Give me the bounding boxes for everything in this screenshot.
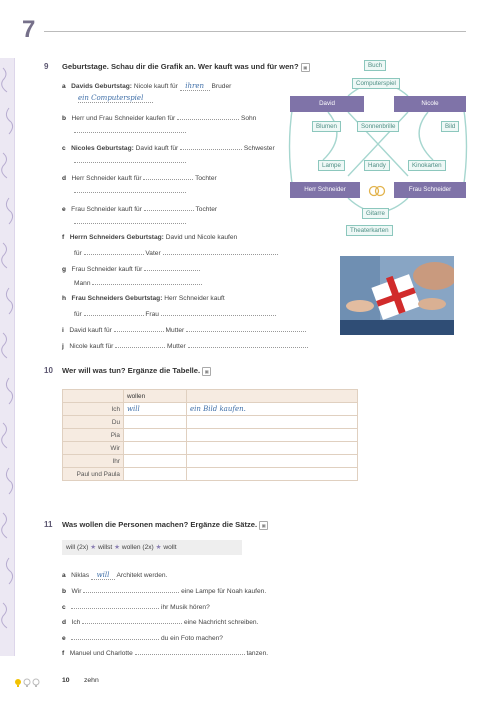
conjugation-table bbox=[62, 389, 358, 481]
table-input[interactable]: will bbox=[124, 403, 187, 416]
row-label: Wir bbox=[63, 442, 124, 455]
star-icon: ★ bbox=[90, 544, 97, 551]
table-input[interactable] bbox=[124, 455, 187, 468]
table-row bbox=[63, 416, 358, 429]
table-cell bbox=[63, 390, 124, 403]
item-i: i David kauft für Mutter bbox=[62, 325, 306, 334]
item-f-line2: für Vater bbox=[74, 248, 278, 257]
page-word: zehn bbox=[84, 677, 99, 684]
row-label: Du bbox=[63, 416, 124, 429]
exercise-number: 10 bbox=[44, 366, 53, 375]
side-decoration-strip bbox=[0, 58, 15, 656]
table-input[interactable]: ein Bild kaufen. bbox=[187, 403, 358, 416]
answer-f[interactable] bbox=[135, 648, 245, 655]
answer-a-line2[interactable]: ein Computerspiel bbox=[78, 94, 153, 103]
table-row bbox=[63, 442, 358, 455]
item-d: d Ich eine Nachricht schreiben. bbox=[62, 619, 259, 626]
row-label: Paul und Paula bbox=[63, 468, 124, 481]
answer-h[interactable] bbox=[84, 309, 144, 316]
item-j: j Nicole kauft für Mutter bbox=[62, 341, 308, 350]
item-c: c Nicoles Geburtstag: David kauft für Schwester bbox=[62, 145, 275, 152]
item-c: c ihr Musik hören? bbox=[62, 604, 210, 611]
star-icon: ★ bbox=[114, 544, 121, 551]
answer-j-2[interactable] bbox=[188, 341, 308, 348]
gift-computerspiel: Computerspiel bbox=[352, 78, 400, 89]
answer-b-line2[interactable] bbox=[74, 126, 186, 133]
table-input[interactable] bbox=[124, 468, 187, 481]
gift-kinokarten: Kinokarten bbox=[408, 160, 446, 171]
answer-d[interactable] bbox=[82, 617, 182, 624]
item-g-line2: Mann bbox=[74, 278, 202, 287]
answer-e[interactable] bbox=[144, 204, 194, 211]
audio-icon[interactable]: ▣ bbox=[202, 367, 211, 376]
item-e: e du ein Foto machen? bbox=[62, 635, 223, 642]
table-input[interactable] bbox=[124, 416, 187, 429]
person-david: David bbox=[290, 96, 364, 112]
answer-a[interactable]: will bbox=[91, 571, 115, 580]
answer-j[interactable] bbox=[115, 341, 165, 348]
table-row bbox=[63, 468, 358, 481]
answer-f[interactable] bbox=[84, 248, 144, 255]
difficulty-icons bbox=[14, 675, 42, 693]
answer-b[interactable] bbox=[177, 113, 239, 120]
gift-book: Buch bbox=[364, 60, 386, 71]
answer-e[interactable] bbox=[71, 633, 159, 640]
item-d: d Herr Schneider kauft für Tochter bbox=[62, 175, 217, 182]
table-input[interactable] bbox=[187, 442, 358, 455]
gift-bild: Bild bbox=[441, 121, 459, 132]
answer-g[interactable] bbox=[144, 264, 200, 271]
item-e: e Frau Schneider kauft für Tochter bbox=[62, 206, 218, 213]
row-label: Ich bbox=[63, 403, 124, 416]
gift-blumen: Blumen bbox=[312, 121, 341, 132]
table-row bbox=[63, 455, 358, 468]
table-input[interactable] bbox=[124, 429, 187, 442]
item-b: b Wir eine Lampe für Noah kaufen. bbox=[62, 588, 267, 595]
audio-icon[interactable]: ▣ bbox=[259, 521, 268, 530]
answer-i[interactable] bbox=[114, 325, 164, 332]
answer-c[interactable] bbox=[71, 602, 159, 609]
chapter-number: 7 bbox=[22, 16, 36, 43]
table-header-row bbox=[63, 390, 358, 403]
answer-c[interactable] bbox=[180, 143, 242, 150]
exercise-title: Geburtstage. Schau dir die Grafik an. Wer kauft was und für wen? ▣ bbox=[62, 62, 310, 72]
answer-d-line2[interactable] bbox=[74, 186, 186, 193]
table-row bbox=[63, 429, 358, 442]
gift-sonnenbrille: Sonnenbrille bbox=[357, 121, 399, 132]
audio-icon[interactable]: ▣ bbox=[301, 63, 310, 72]
person-nicole: Nicole bbox=[394, 96, 466, 112]
answer-e-line2[interactable] bbox=[74, 217, 186, 224]
person-herr-schneider: Herr Schneider bbox=[290, 182, 360, 198]
exercise-title: Wer will was tun? Ergänze die Tabelle. ▣ bbox=[62, 366, 211, 376]
answer-d[interactable] bbox=[143, 173, 193, 180]
exercise-title: Was wollen die Personen machen? Ergänze die Sätze. ▣ bbox=[62, 520, 268, 530]
gift-graphic bbox=[288, 56, 468, 242]
table-input[interactable] bbox=[124, 442, 187, 455]
exercise-number: 11 bbox=[44, 520, 53, 529]
item-h-line2: für Frau bbox=[74, 309, 276, 318]
top-rule bbox=[44, 31, 466, 32]
word-bank: will (2x) ★ willst ★ wollen (2x) ★ wollt bbox=[62, 540, 242, 555]
item-h: h Frau Schneiders Geburtstag: Herr Schneider kauft bbox=[62, 295, 225, 302]
answer-f-2[interactable] bbox=[163, 248, 278, 255]
lightbulb-icon bbox=[24, 679, 30, 687]
table-input[interactable] bbox=[187, 468, 358, 481]
item-f: f Herrn Schneiders Geburtstag: David und Nicole kaufen bbox=[62, 234, 238, 241]
gift-photo-image bbox=[340, 256, 454, 335]
table-cell bbox=[187, 390, 358, 403]
exercise-number: 9 bbox=[44, 62, 49, 71]
answer-g-2[interactable] bbox=[92, 278, 202, 285]
answer-i-2[interactable] bbox=[186, 325, 306, 332]
row-label: Pia bbox=[63, 429, 124, 442]
answer-c-line2[interactable] bbox=[74, 156, 186, 163]
item-a: a Niklas will Architekt werden. bbox=[62, 571, 168, 579]
item-f: f Manuel und Charlotte tanzen. bbox=[62, 650, 269, 657]
gift-handy: Handy bbox=[364, 160, 390, 171]
table-input[interactable] bbox=[187, 455, 358, 468]
answer-a[interactable]: ihren bbox=[180, 82, 210, 91]
gift-gitarre: Gitarre bbox=[362, 208, 389, 219]
answer-h-2[interactable] bbox=[161, 309, 276, 316]
gift-photo bbox=[340, 256, 454, 335]
item-a: a Davids Geburtstag: Nicole kauft für ihren Bruder bbox=[62, 82, 232, 90]
page-number: 10 bbox=[62, 677, 70, 684]
answer-b[interactable] bbox=[83, 586, 179, 593]
table-row bbox=[63, 403, 358, 416]
star-icon: ★ bbox=[155, 544, 162, 551]
item-g: g Frau Schneider kauft für bbox=[62, 264, 200, 273]
lightbulb-icon bbox=[15, 679, 21, 687]
table-input[interactable] bbox=[187, 416, 358, 429]
gift-lampe: Lampe bbox=[318, 160, 345, 171]
gift-theaterkarten: Theaterkarten bbox=[346, 225, 393, 236]
item-b: b Herr und Frau Schneider kaufen für Sohn bbox=[62, 115, 257, 122]
wedding-rings-icon bbox=[366, 184, 388, 196]
table-header-wollen: wollen bbox=[124, 390, 187, 403]
person-frau-schneider: Frau Schneider bbox=[394, 182, 466, 198]
row-label: Ihr bbox=[63, 455, 124, 468]
lightbulb-icon bbox=[33, 679, 39, 687]
table-input[interactable] bbox=[187, 429, 358, 442]
